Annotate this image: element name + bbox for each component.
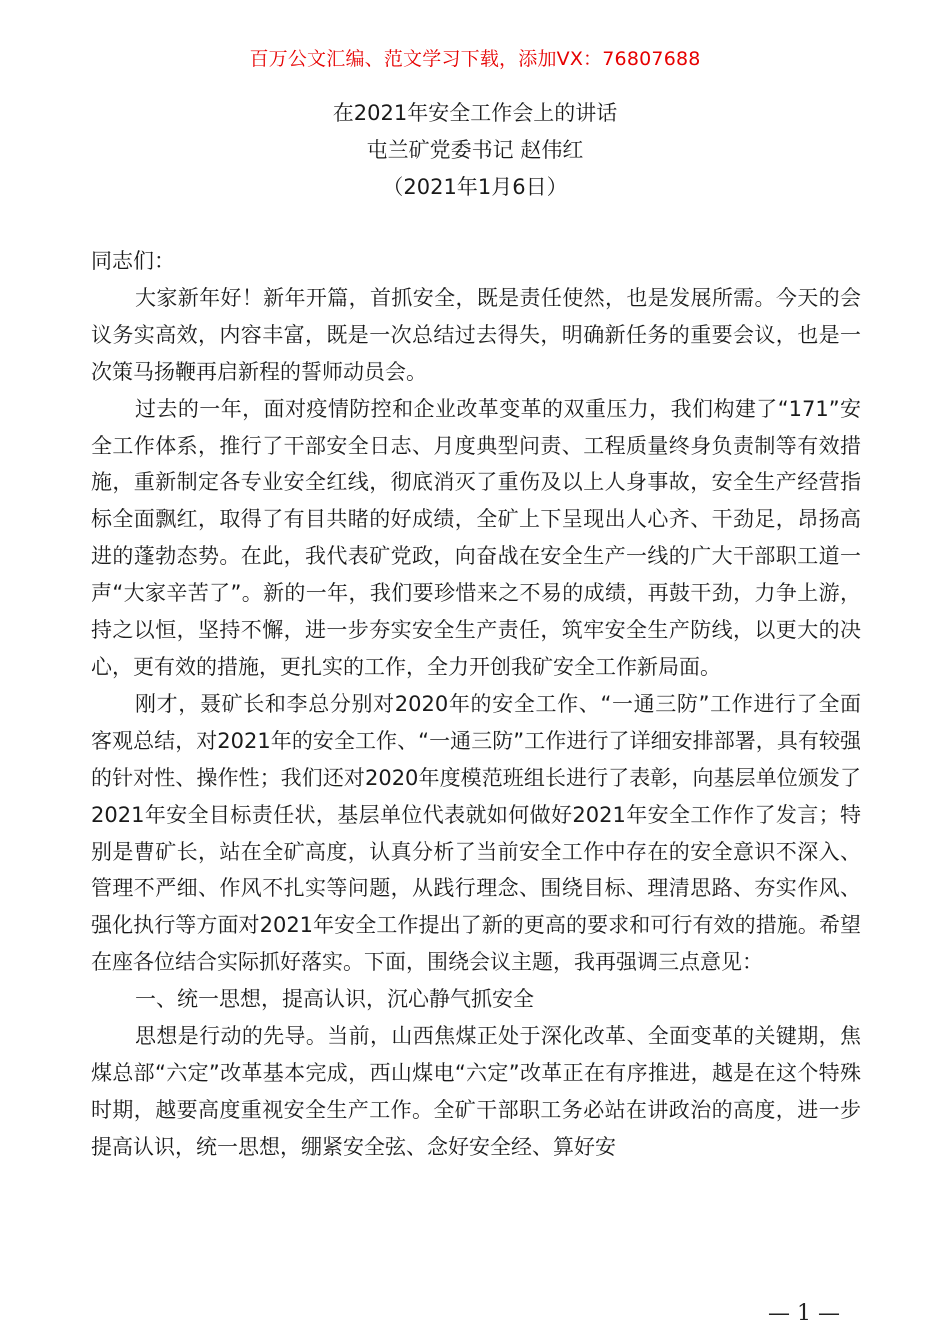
paragraph-opening: 大家新年好！新年开篇，首抓安全，既是责任使然，也是发展所需。今天的会议务实高效，内容丰富，既是一次总结过去得失，明确新任务的重要会议，也是一次策马扬鞭再启新程的誓师动员会。 — [91, 285, 861, 384]
download-banner: 百万公文汇编、范文学习下载，添加VX：76807688 — [249, 48, 701, 70]
speech-date: （2021年1月6日） — [382, 175, 568, 199]
speech-title: 在2021年安全工作会上的讲话 — [332, 101, 618, 125]
paragraph-review: 过去的一年，面对疫情防控和企业改革变革的双重压力，我们构建了“171”安全工作体系，推行了干部安全日志、月度典型问责、工程质量终身负责制等有效措施，重新制定各专业安全红线，彻底消灭了重伤及以上人身事故，安全生产经营指标全面飘红，取得了有目共睹的好成绩，全矿上下呈现出人心齐、干劲足，昂扬高进的蓬勃态势。在此，我代表矿党政，向奋战在安全生产一线的广大干部职工道一声“大家辛苦了”。新的一年，我们要珍惜来之不易的成绩，再鼓干劲，力争上游，持之以恒，坚持不懈，进一步夯实安全生产责任，筑牢安全生产防线，以更大的决心，更有效的措施，更扎实的工作，全力开创我矿安全工作新局面。 — [91, 396, 861, 679]
speech-body — [91, 243, 861, 1166]
section-heading-1: 一、统一思想，提高认识，沉心静气抓安全 — [135, 987, 534, 1012]
paragraph-section-1: 思想是行动的先导。当前，山西焦煤正处于深化改革、全面变革的关键期，焦煤总部“六定”改革基本完成，西山煤电“六定”改革正在有序推进，越是在这个特殊时期，越要高度重视安全生产工作。全矿干部职工务必站在讲政治的高度，进一步提高认识，统一思想，绷紧安全弦、念好安全经、算好安 — [91, 1024, 861, 1159]
page-number: — 1 — — [768, 1301, 840, 1326]
paragraph-meeting-summary: 刚才，聂矿长和李总分别对2020年的安全工作、“一通三防”工作进行了全面客观总结，对2021年的安全工作、“一通三防”工作进行了详细安排部署，具有较强的针对性、操作性；我们还对2020年度模范班组长进行了表彰，向基层单位颁发了2021年安全目标责任状，基层单位代表就如何做好2021年安全工作作了发言；特别是曹矿长，站在全矿高度，认真分析了当前安全工作中存在的安全意识不深入、管理不严细、作风不扎实等问题，从践行理念、围绕目标、理清思路、夯实作风、强化执行等方面对2021年安全工作提出了新的更高的要求和可行有效的措施。希望在座各位结合实际抓好落实。下面，围绕会议主题，我再强调三点意见： — [91, 691, 861, 975]
salutation: 同志们： — [91, 249, 175, 273]
speaker-line: 屯兰矿党委书记 赵伟红 — [366, 138, 584, 162]
